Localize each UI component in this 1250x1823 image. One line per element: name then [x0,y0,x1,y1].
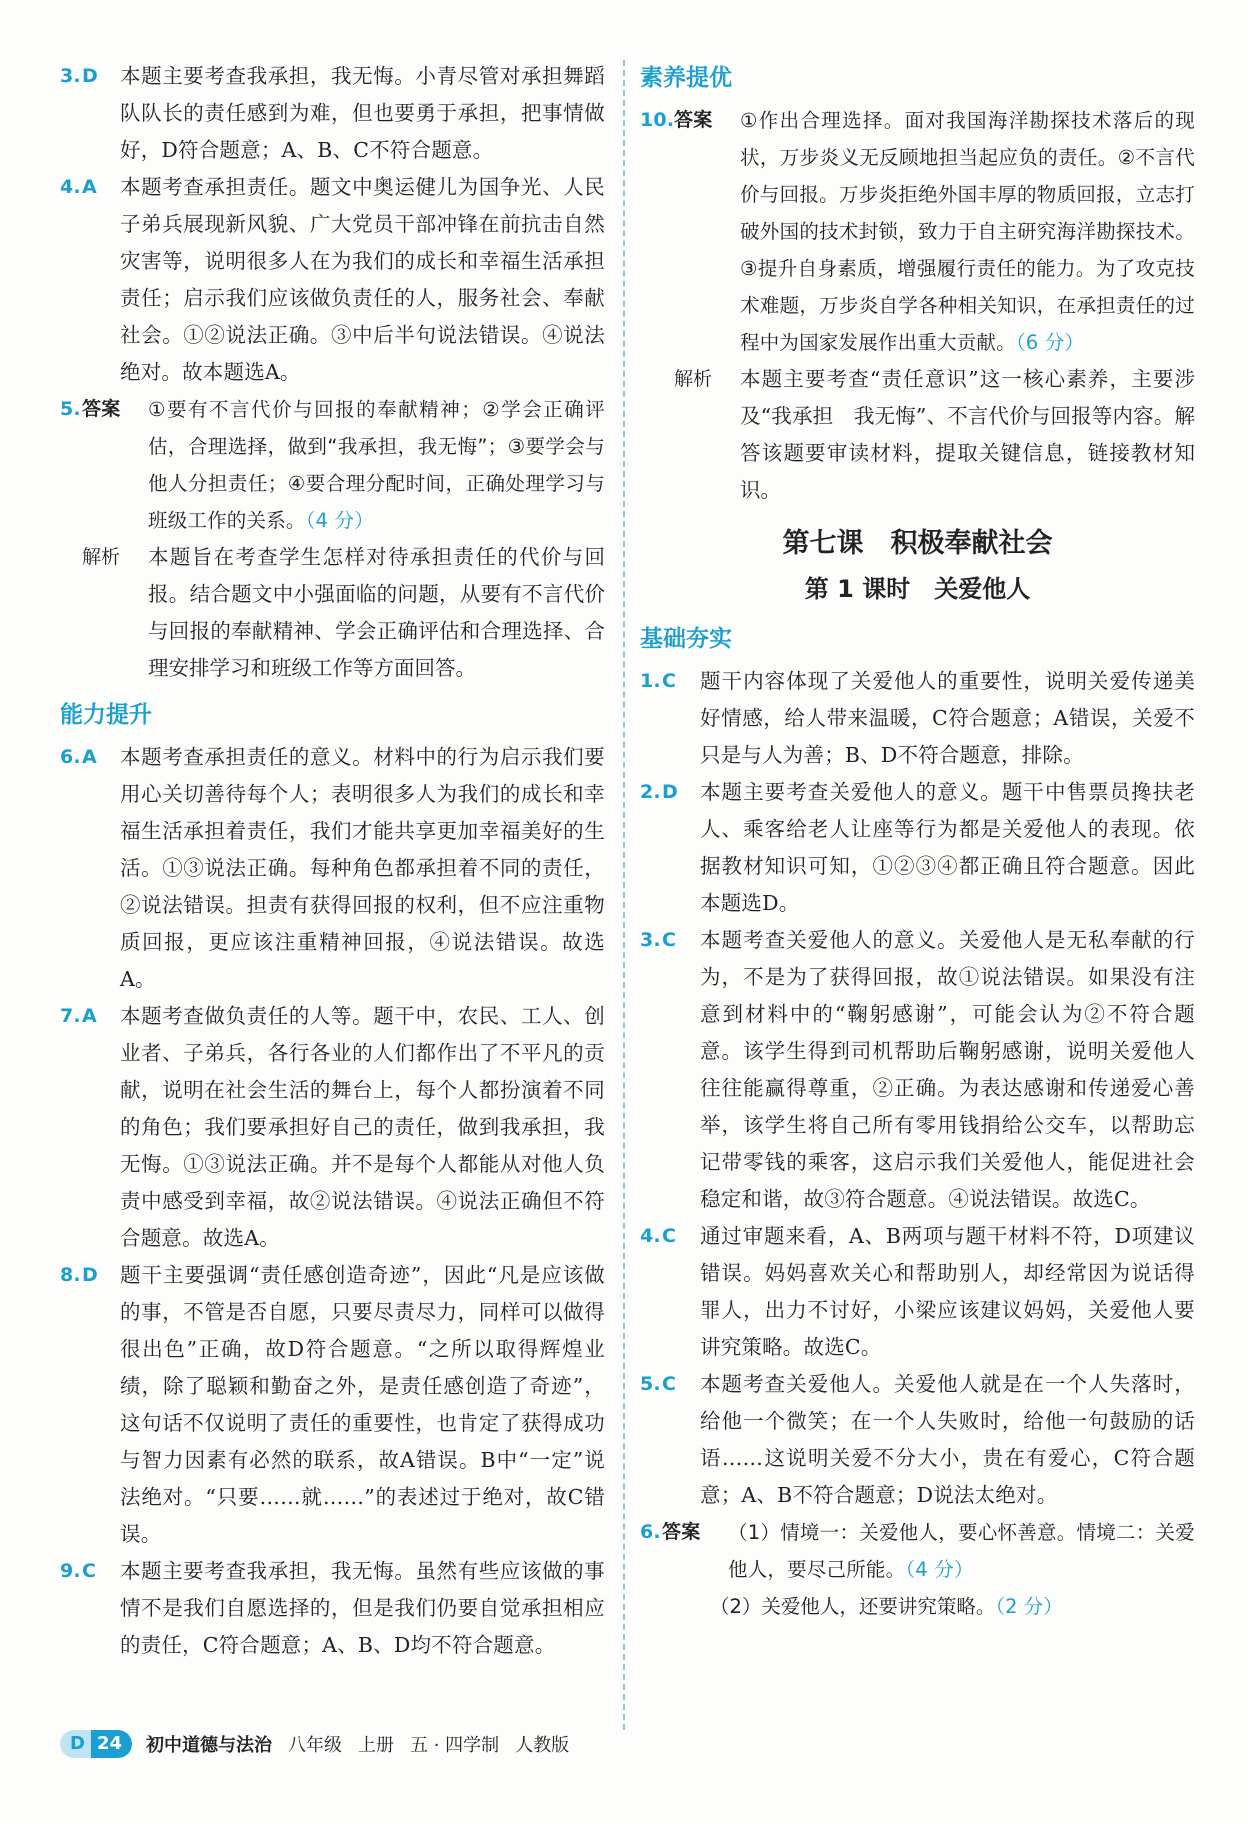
answer-item-9 [60,1553,605,1664]
footer-subject: 初中道德与法治 [146,1735,273,1756]
footer-edition: 人教版 [515,1735,570,1756]
answer-item-r6 [640,1514,1195,1588]
right-column [640,58,1195,1625]
answer-letter: C [662,1373,677,1395]
question-number: 6. [60,746,81,768]
answer-letter: C [662,1225,677,1247]
footer-grade: 八年级 [288,1735,343,1756]
answer-label: 答案 [674,109,713,131]
answer-item-5 [60,391,605,539]
question-number: 5. [640,1373,661,1395]
answer-text [148,391,605,539]
answer-item-r1 [640,663,1195,774]
answer-text: 本题考查承担责任的意义。材料中的行为启示我们要用心关切善待每个人；表明很多人为我们的成长和幸福生活承担着责任，我们才能共享更加幸福美好的生活。①③说法正确。每种角色都承担着不同的责任，②说法错误。担责有获得回报的权利，但不应注重物质回报，更应该注重精神回报，④说法错误。故选A。 [120,745,605,991]
question-number: 9. [60,1560,81,1582]
score: （6 分） [1015,331,1085,354]
question-number: 8. [60,1264,81,1286]
answer-letter: A [82,746,97,768]
analysis-5 [60,539,605,687]
question-number: 6. [640,1521,661,1543]
answer-sub-2 [640,1588,1195,1625]
answer-sub-text: （2）关爱他人，还要讲究策略。 [710,1595,996,1618]
page-badge [60,1730,132,1758]
answer-text: 本题考查承担责任。题文中奥运健儿为国争光、人民子弟兵展现新风貌、广大党员干部冲锋在前抗击自然灾害等，说明很多人在为我们的成长和幸福生活承担责任；启示我们应该做负责任的人，服务社会、奉献社会。①②说法正确。③中后半句说法错误。④说法绝对。故本题选A。 [120,175,605,384]
answer-text: 本题主要考查我承担，我无悔。小青尽管对承担舞蹈队队长的责任感到为难，但也要勇于承担，把事情做好，D符合题意；A、B、C不符合题意。 [120,64,605,162]
question-number: 10. [640,109,675,131]
answer-item-r5 [640,1366,1195,1514]
score: （2 分） [995,1595,1063,1618]
section-heading-quality: 素养提优 [640,65,732,91]
answer-letter: C [82,1560,97,1582]
answer-body: ①作出合理选择。面对我国海洋勘探技术落后的现状，万步炎义无反顾地担当起应负的责任。②不言代价与回报。万步炎拒绝外国丰厚的物质回报，立志打破外国的技术封锁，致力于自主研究海洋勘探技术。③提升自身素质，增强履行责任的能力。为了攻克技术难题，万步炎自学各种相关知识，在承担责任的过程中为国家发展作出重大贡献。 [740,109,1195,354]
left-column [60,58,605,1664]
question-number: 4. [640,1225,661,1247]
analysis-10 [640,361,1195,509]
answer-text [740,102,1195,361]
analysis-label: 解析 [82,546,121,568]
answer-text: 本题考查做负责任的人等。题干中，农民、工人、创业者、子弟兵，各行各业的人们都作出了不平凡的贡献，说明在社会生活的舞台上，每个人都扮演着不同的角色；我们要承担好自己的责任，做到我承担，我无悔。①③说法正确。并不是每个人都能从对他人负责中感受到幸福，故②说法错误。④说法正确但不符合题意。故选A。 [120,1004,605,1250]
answer-text: 本题考查关爱他人。关爱他人就是在一个人失落时，给他一个微笑；在一个人失败时，给他一句鼓励的话语……这说明关爱不分大小，贵在有爱心，C符合题意；A、B不符合题意；D说法太绝对。 [700,1372,1195,1507]
answer-text: 本题主要考查关爱他人的意义。题干中售票员搀扶老人、乘客给老人让座等行为都是关爱他人的表现。依据教材知识可知，①②③④都正确且符合题意。因此本题选D。 [700,780,1195,915]
question-number: 3. [60,65,81,87]
footer-system: 五 · 四学制 [410,1735,500,1756]
question-number: 1. [640,670,661,692]
answer-body: （1）情境一：关爱他人，要心怀善意。情境二：关爱他人，要尽己所能。 [728,1521,1195,1581]
answer-text [728,1514,1195,1588]
answer-letter: C [662,670,677,692]
answer-item-3 [60,58,605,169]
answer-letter: D [662,781,678,803]
answer-text: 本题主要考查我承担，我无悔。虽然有些应该做的事情不是我们自愿选择的，但是我们仍要自觉承担相应的责任，C符合题意；A、B、D均不符合题意。 [120,1559,605,1657]
page-number: 24 [91,1730,132,1758]
answer-label: 答案 [82,398,121,420]
answer-letter: D [82,65,98,87]
answer-item-4 [60,169,605,391]
badge-letter: D [60,1730,91,1758]
column-divider [623,60,625,1730]
question-number: 4. [60,176,81,198]
answer-letter: C [662,929,677,951]
analysis-text: 本题旨在考查学生怎样对待承担责任的代价与回报。结合题文中小强面临的问题，从要有不言代价与回报的奉献精神、学会正确评估和合理选择、合理安排学习和班级工作等方面回答。 [148,545,605,680]
answer-text: 题干内容体现了关爱他人的重要性，说明关爱传递美好情感，给人带来温暖，C符合题意；A错误，关爱不只是与人为善；B、D不符合题意，排除。 [700,669,1195,767]
answer-text: 题干主要强调“责任感创造奇迹”，因此“凡是应该做的事，不管是否自愿，只要尽责尽力，同样可以做得很出色”正确，故D符合题意。“之所以取得辉煌业绩，除了聪颖和勤奋之外，是责任感创造了奇迹”，这句话不仅说明了责任的重要性，也肯定了获得成功与智力因素有必然的联系，故A错误。B中“一定”说法绝对。“只要……就……”的表述过于绝对，故C错误。 [120,1263,605,1546]
analysis-text: 本题主要考查“责任意识”这一核心素养，主要涉及“我承担 我无悔”、不言代价与回报等内容。解答该题要审读材料，提取关键信息，链接教材知识。 [740,367,1195,502]
answer-label: 答案 [662,1521,701,1543]
lesson-title: 第七课 积极奉献社会 [782,528,1053,559]
answer-letter: D [82,1264,98,1286]
answer-item-r4 [640,1218,1195,1366]
lesson-subtitle: 第 1 课时 关爱他人 [804,575,1031,603]
answer-letter: A [82,176,97,198]
analysis-label: 解析 [674,368,713,390]
answer-item-r3 [640,922,1195,1218]
question-number: 2. [640,781,661,803]
answer-item-6 [60,739,605,998]
question-number: 7. [60,1005,81,1027]
answer-item-r2 [640,774,1195,922]
answer-letter: A [82,1005,97,1027]
answer-text: 通过审题来看，A、B两项与题干材料不符，D项建议错误。妈妈喜欢关心和帮助别人，却经常因为说话得罪人，出力不讨好，小梁应该建议妈妈，关爱他人要讲究策略。故选C。 [700,1224,1195,1359]
score: （4 分） [905,1558,974,1581]
question-number: 3. [640,929,661,951]
section-heading-basic: 基础夯实 [640,626,732,652]
page-footer [60,1730,585,1758]
section-heading-ability: 能力提升 [60,702,152,728]
answer-text: 本题考查关爱他人的意义。关爱他人是无私奉献的行为，不是为了获得回报，故①说法错误。如果没有注意到材料中的“鞠躬感谢”，可能会认为②不符合题意。该学生得到司机帮助后鞠躬感谢，说明关爱他人往往能赢得尊重，②正确。为表达感谢和传递爱心善举，该学生将自己所有零用钱捐给公交车，以帮助忘记带零钱的乘客，这启示我们关爱他人，能促进社会稳定和谐，故③符合题意。④说法错误。故选C。 [700,928,1195,1211]
answer-item-8 [60,1257,605,1553]
answer-item-7 [60,998,605,1257]
question-number: 5. [60,398,81,420]
answer-body: ①要有不言代价与回报的奉献精神；②学会正确评估，合理选择，做到“我承担，我无悔”；③要学会与他人分担责任；④要合理分配时间，正确处理学习与班级工作的关系。 [148,398,605,532]
score: （4 分） [305,509,374,532]
footer-volume: 上册 [358,1735,395,1756]
answer-item-10 [640,102,1195,361]
